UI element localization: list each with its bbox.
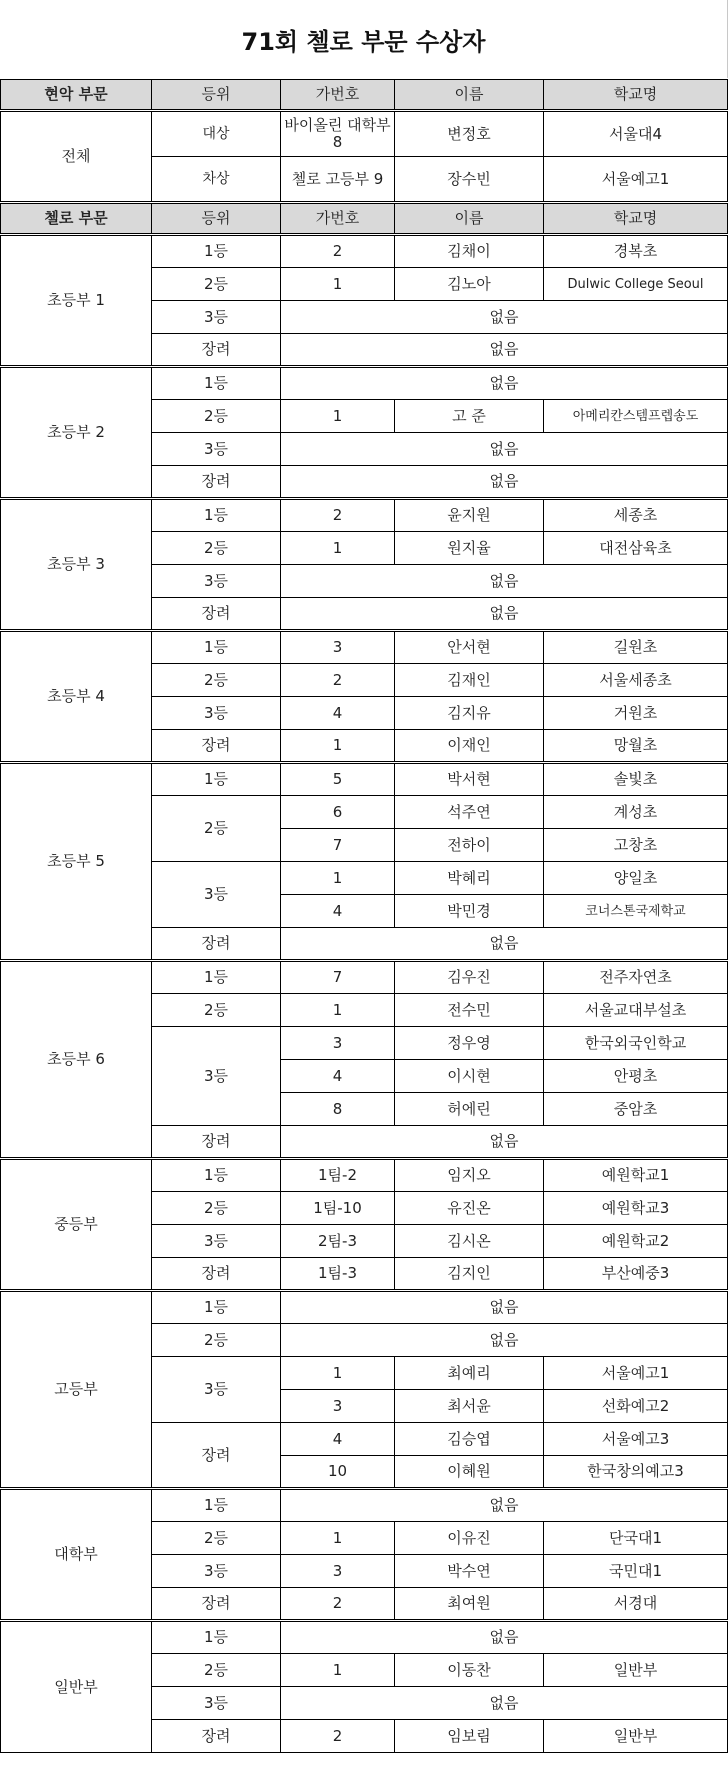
school-cell: 한국창의예고3 <box>544 1456 728 1489</box>
school-cell: 거원초 <box>544 697 728 730</box>
name-cell: 전수민 <box>395 994 544 1027</box>
group-label: 전체 <box>1 111 152 203</box>
header-row <box>1 203 728 235</box>
name-cell: 변정호 <box>395 111 544 157</box>
group-label: 초등부 2 <box>1 367 152 499</box>
none-cell: 없음 <box>281 1489 728 1522</box>
name-cell: 원지율 <box>395 532 544 565</box>
rank-cell: 1등 <box>152 235 281 268</box>
rank-cell: 3등 <box>152 1225 281 1258</box>
number-cell: 1 <box>281 1654 395 1687</box>
table-row <box>1 367 728 400</box>
rank-cell: 1등 <box>152 1621 281 1654</box>
school-cell: 예원학교1 <box>544 1159 728 1192</box>
name-cell: 박수연 <box>395 1555 544 1588</box>
group-label: 초등부 6 <box>1 961 152 1159</box>
rank-cell: 장려 <box>152 928 281 961</box>
header-school: 학교명 <box>544 203 728 235</box>
number-cell: 3 <box>281 631 395 664</box>
none-cell: 없음 <box>281 598 728 631</box>
school-cell: 부산예중3 <box>544 1258 728 1291</box>
name-cell: 김노아 <box>395 268 544 301</box>
rank-cell: 장려 <box>152 730 281 763</box>
number-cell: 1 <box>281 1522 395 1555</box>
group-label: 초등부 3 <box>1 499 152 631</box>
number-cell: 1팀-2 <box>281 1159 395 1192</box>
school-cell: 안평초 <box>544 1060 728 1093</box>
rank-cell: 3등 <box>152 1027 281 1126</box>
name-cell: 안서현 <box>395 631 544 664</box>
rank-cell: 3등 <box>152 565 281 598</box>
rank-cell: 1등 <box>152 1489 281 1522</box>
table-row <box>1 1621 728 1654</box>
header-school: 학교명 <box>544 80 728 111</box>
rank-cell: 3등 <box>152 1357 281 1423</box>
rank-cell: 차상 <box>152 157 281 203</box>
school-cell: 서경대 <box>544 1588 728 1621</box>
rank-cell: 3등 <box>152 301 281 334</box>
number-cell: 2 <box>281 664 395 697</box>
school-cell: 아메리칸스템프렙송도 <box>544 400 728 433</box>
none-cell: 없음 <box>281 1621 728 1654</box>
school-cell: 전주자연초 <box>544 961 728 994</box>
number-cell: 1 <box>281 268 395 301</box>
table-row <box>1 1291 728 1324</box>
name-cell: 박혜리 <box>395 862 544 895</box>
school-cell: 단국대1 <box>544 1522 728 1555</box>
rank-cell: 2등 <box>152 532 281 565</box>
rank-cell: 2등 <box>152 400 281 433</box>
header-number: 가번호 <box>281 80 395 111</box>
name-cell: 김재인 <box>395 664 544 697</box>
school-cell: 중암초 <box>544 1093 728 1126</box>
name-cell: 박서현 <box>395 763 544 796</box>
name-cell: 정우영 <box>395 1027 544 1060</box>
none-cell: 없음 <box>281 301 728 334</box>
rank-cell: 2등 <box>152 1324 281 1357</box>
number-cell: 3 <box>281 1027 395 1060</box>
rank-cell: 3등 <box>152 1555 281 1588</box>
header-section: 첼로 부문 <box>1 203 152 235</box>
school-cell: 양일초 <box>544 862 728 895</box>
school-cell: 한국외국인학교 <box>544 1027 728 1060</box>
rank-cell: 1등 <box>152 367 281 400</box>
name-cell: 허에린 <box>395 1093 544 1126</box>
table-row <box>1 1489 728 1522</box>
number-cell: 1 <box>281 730 395 763</box>
name-cell: 석주연 <box>395 796 544 829</box>
name-cell: 유진온 <box>395 1192 544 1225</box>
name-cell: 김시온 <box>395 1225 544 1258</box>
name-cell: 이재인 <box>395 730 544 763</box>
number-cell: 5 <box>281 763 395 796</box>
rank-cell: 장려 <box>152 334 281 367</box>
none-cell: 없음 <box>281 928 728 961</box>
none-cell: 없음 <box>281 1687 728 1720</box>
number-cell: 1 <box>281 994 395 1027</box>
name-cell: 최예리 <box>395 1357 544 1390</box>
name-cell: 이동찬 <box>395 1654 544 1687</box>
page-title: 71회 첼로 부문 수상자 <box>0 0 728 78</box>
rank-cell: 1등 <box>152 499 281 532</box>
rank-cell: 1등 <box>152 1291 281 1324</box>
header-name: 이름 <box>395 203 544 235</box>
none-cell: 없음 <box>281 565 728 598</box>
table-row <box>1 631 728 664</box>
school-cell: 서울대4 <box>544 111 728 157</box>
name-cell: 고 준 <box>395 400 544 433</box>
group-label: 초등부 5 <box>1 763 152 961</box>
rank-cell: 3등 <box>152 697 281 730</box>
school-cell: 서울세종초 <box>544 664 728 697</box>
number-cell: 6 <box>281 796 395 829</box>
name-cell: 이혜원 <box>395 1456 544 1489</box>
name-cell: 김우진 <box>395 961 544 994</box>
number-cell: 7 <box>281 961 395 994</box>
rank-cell: 장려 <box>152 598 281 631</box>
school-cell: 국민대1 <box>544 1555 728 1588</box>
table-row <box>1 1159 728 1192</box>
name-cell: 이시현 <box>395 1060 544 1093</box>
table-row <box>1 763 728 796</box>
number-cell: 2팀-3 <box>281 1225 395 1258</box>
none-cell: 없음 <box>281 334 728 367</box>
name-cell: 전하이 <box>395 829 544 862</box>
rank-cell: 장려 <box>152 1588 281 1621</box>
school-cell: 선화예고2 <box>544 1390 728 1423</box>
name-cell: 김지인 <box>395 1258 544 1291</box>
group-label: 중등부 <box>1 1159 152 1291</box>
rank-cell: 장려 <box>152 1423 281 1489</box>
none-cell: 없음 <box>281 1126 728 1159</box>
rank-cell: 2등 <box>152 664 281 697</box>
rank-cell: 1등 <box>152 763 281 796</box>
group-label: 고등부 <box>1 1291 152 1489</box>
group-label: 일반부 <box>1 1621 152 1753</box>
number-cell: 3 <box>281 1390 395 1423</box>
rank-cell: 3등 <box>152 433 281 466</box>
name-cell: 최서윤 <box>395 1390 544 1423</box>
rank-cell: 3등 <box>152 862 281 928</box>
awards-table <box>0 79 728 1753</box>
rank-cell: 2등 <box>152 994 281 1027</box>
name-cell: 임보림 <box>395 1720 544 1753</box>
school-cell: 솔빛초 <box>544 763 728 796</box>
rank-cell: 대상 <box>152 111 281 157</box>
number-cell: 2 <box>281 499 395 532</box>
school-cell: 예원학교2 <box>544 1225 728 1258</box>
rank-cell: 2등 <box>152 268 281 301</box>
number-cell: 4 <box>281 697 395 730</box>
school-cell: 일반부 <box>544 1720 728 1753</box>
rank-cell: 장려 <box>152 1258 281 1291</box>
number-cell: 바이올린 대학부 8 <box>281 111 395 157</box>
rank-cell: 장려 <box>152 466 281 499</box>
rank-cell: 2등 <box>152 1654 281 1687</box>
header-section: 현악 부문 <box>1 80 152 111</box>
header-rank: 등위 <box>152 80 281 111</box>
header-name: 이름 <box>395 80 544 111</box>
school-cell: 서울예고1 <box>544 157 728 203</box>
school-cell: 고창초 <box>544 829 728 862</box>
none-cell: 없음 <box>281 1324 728 1357</box>
number-cell: 4 <box>281 1060 395 1093</box>
number-cell: 1 <box>281 1357 395 1390</box>
school-cell: Dulwic College Seoul <box>544 268 728 301</box>
group-label: 초등부 1 <box>1 235 152 367</box>
rank-cell: 1등 <box>152 1159 281 1192</box>
number-cell: 2 <box>281 235 395 268</box>
name-cell: 이유진 <box>395 1522 544 1555</box>
rank-cell: 2등 <box>152 1522 281 1555</box>
number-cell: 1 <box>281 862 395 895</box>
rank-cell: 장려 <box>152 1720 281 1753</box>
school-cell: 경복초 <box>544 235 728 268</box>
name-cell: 김채이 <box>395 235 544 268</box>
number-cell: 1 <box>281 532 395 565</box>
table-row <box>1 235 728 268</box>
rank-cell: 3등 <box>152 1687 281 1720</box>
none-cell: 없음 <box>281 466 728 499</box>
number-cell: 10 <box>281 1456 395 1489</box>
name-cell: 윤지원 <box>395 499 544 532</box>
school-cell: 코너스톤국제학교 <box>544 895 728 928</box>
name-cell: 장수빈 <box>395 157 544 203</box>
rank-cell: 2등 <box>152 796 281 862</box>
header-number: 가번호 <box>281 203 395 235</box>
rank-cell: 장려 <box>152 1126 281 1159</box>
school-cell: 서울교대부설초 <box>544 994 728 1027</box>
group-label: 초등부 4 <box>1 631 152 763</box>
number-cell: 2 <box>281 1588 395 1621</box>
rank-cell: 2등 <box>152 1192 281 1225</box>
name-cell: 김지유 <box>395 697 544 730</box>
number-cell: 4 <box>281 1423 395 1456</box>
number-cell: 1 <box>281 400 395 433</box>
number-cell: 4 <box>281 895 395 928</box>
header-rank: 등위 <box>152 203 281 235</box>
number-cell: 3 <box>281 1555 395 1588</box>
school-cell: 서울예고1 <box>544 1357 728 1390</box>
rank-cell: 1등 <box>152 961 281 994</box>
number-cell: 8 <box>281 1093 395 1126</box>
school-cell: 일반부 <box>544 1654 728 1687</box>
none-cell: 없음 <box>281 433 728 466</box>
group-label: 대학부 <box>1 1489 152 1621</box>
number-cell: 1팀-10 <box>281 1192 395 1225</box>
school-cell: 망월초 <box>544 730 728 763</box>
none-cell: 없음 <box>281 1291 728 1324</box>
header-row <box>1 80 728 111</box>
number-cell: 첼로 고등부 9 <box>281 157 395 203</box>
table-row <box>1 961 728 994</box>
table-row <box>1 111 728 157</box>
number-cell: 2 <box>281 1720 395 1753</box>
name-cell: 임지오 <box>395 1159 544 1192</box>
number-cell: 7 <box>281 829 395 862</box>
name-cell: 박민경 <box>395 895 544 928</box>
school-cell: 예원학교3 <box>544 1192 728 1225</box>
name-cell: 최여원 <box>395 1588 544 1621</box>
name-cell: 김승엽 <box>395 1423 544 1456</box>
table-row <box>1 499 728 532</box>
school-cell: 계성초 <box>544 796 728 829</box>
school-cell: 세종초 <box>544 499 728 532</box>
none-cell: 없음 <box>281 367 728 400</box>
school-cell: 길원초 <box>544 631 728 664</box>
number-cell: 1팀-3 <box>281 1258 395 1291</box>
school-cell: 대전삼육초 <box>544 532 728 565</box>
school-cell: 서울예고3 <box>544 1423 728 1456</box>
rank-cell: 1등 <box>152 631 281 664</box>
